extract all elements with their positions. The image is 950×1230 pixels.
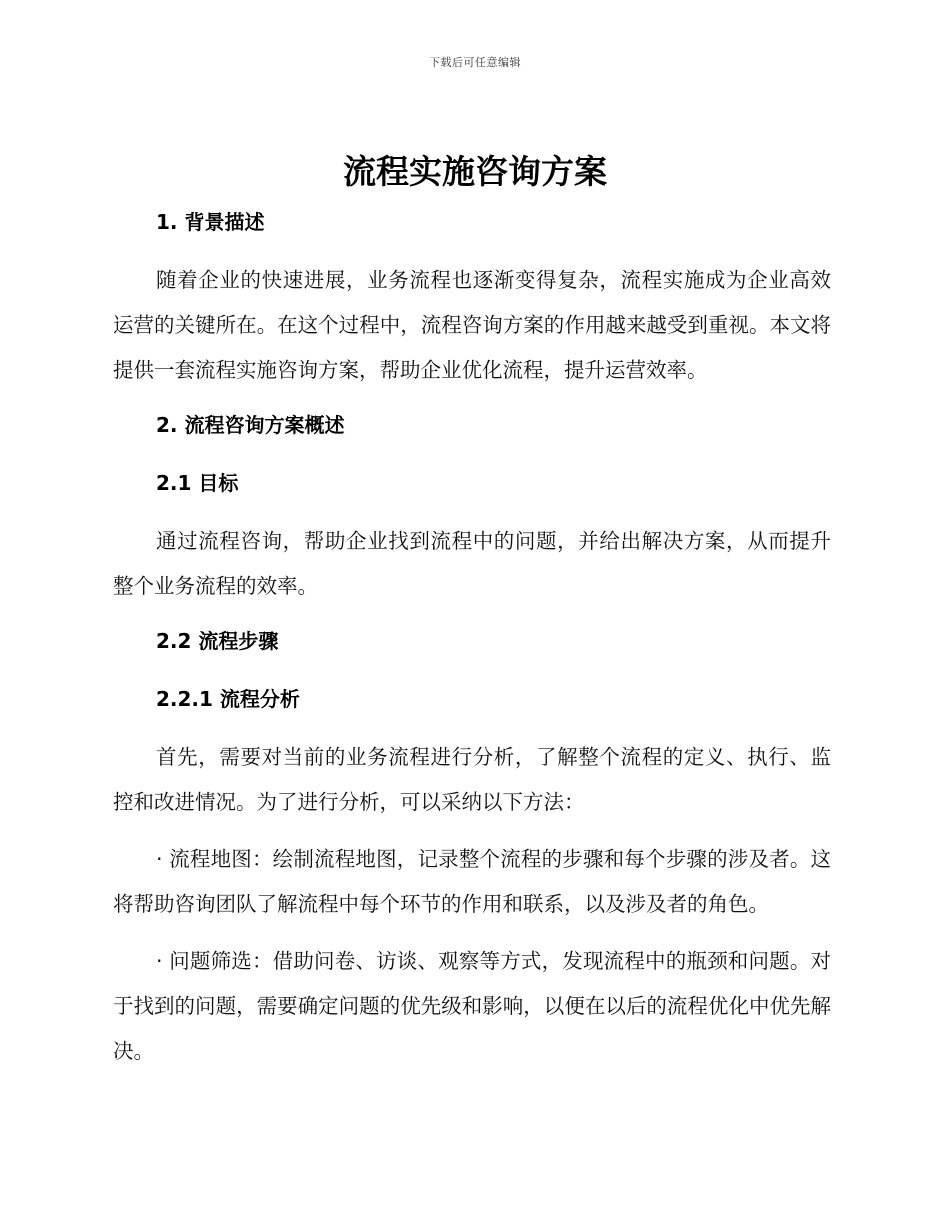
header-note: 下载后可任意编辑 [429,56,521,69]
subsection-heading-steps: 2.2 流程步骤 [156,629,279,653]
section-heading-background: 1. 背景描述 [156,210,265,234]
document-title: 流程实施咨询方案 [343,152,607,191]
document-body [113,202,831,1074]
subsection-heading-goal: 2.1 目标 [156,471,239,495]
bullet-problem-screening: · 问题筛选：借助问卷、访谈、观察等方式，发现流程中的瓶颈和问题。对于找到的问题，需要确定问题的优先级和影响，以便在以后的流程优化中优先解决。 [113,949,831,1063]
section-heading-overview: 2. 流程咨询方案概述 [156,413,345,437]
subsection-heading-process-analysis: 2.2.1 流程分析 [156,687,300,711]
paragraph-process-analysis: 首先，需要对当前的业务流程进行分析，了解整个流程的定义、执行、监控和改进情况。为了进行分析，可以采纳以下方法： [113,745,831,814]
bullet-process-map: · 流程地图：绘制流程地图，记录整个流程的步骤和每个步骤的涉及者。这将帮助咨询团队了解流程中每个环节的作用和联系，以及涉及者的角色。 [113,847,831,916]
paragraph-background: 随着企业的快速进展，业务流程也逐渐变得复杂，流程实施成为企业高效运营的关键所在。在这个过程中，流程咨询方案的作用越来越受到重视。本文将提供一套流程实施咨询方案，帮助企业优化流程，提升运营效率。 [113,268,831,382]
paragraph-goal: 通过流程咨询，帮助企业找到流程中的问题，并给出解决方案，从而提升整个业务流程的效率。 [113,529,831,598]
